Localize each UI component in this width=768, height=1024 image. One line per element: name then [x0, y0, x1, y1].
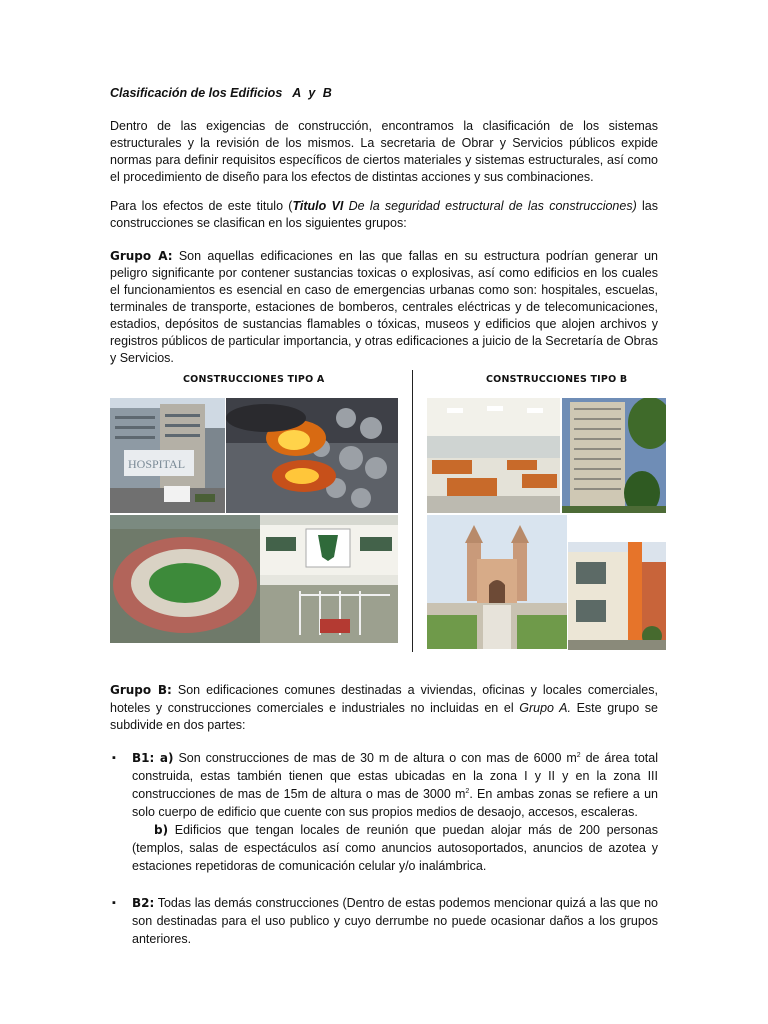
b2-text: Todas las demás construcciones (Dentro de estas podemos mencionar quizá a las que no son destinadas para el uso publico y cuyo derrumbe no puede ocasionar daños a los grupos anteriores.: [132, 896, 658, 946]
hospital-sign-text: HOSPITAL: [128, 457, 186, 471]
title-ab: A y B: [292, 86, 332, 100]
b2-paragraph: [132, 894, 658, 948]
grupo-b-label: Grupo B:: [110, 683, 172, 697]
b1-sup1: 2: [576, 752, 581, 759]
document-title: [110, 86, 658, 100]
titulo-ref: Titulo VI: [292, 199, 344, 213]
b1-label: B1: a): [132, 751, 174, 765]
para2-pre: Para los efectos de este titulo (: [110, 199, 293, 213]
para2-post: las construcciones se clasifican en los siguientes grupos:: [110, 199, 659, 230]
hospital-photo: [110, 398, 225, 513]
document-body: [110, 86, 658, 381]
church-photo: [427, 515, 567, 649]
caption-tipo-a: CONSTRUCCIONES TIPO A: [183, 374, 325, 385]
modern-house-photo: [568, 542, 666, 650]
grupo-b-section: [110, 682, 658, 735]
grupo-b-paragraph: [110, 682, 658, 735]
b1-item: [132, 749, 658, 875]
office-interior-photo: [427, 398, 560, 513]
b1-b-paragraph: [132, 821, 658, 875]
photo-comparison: [110, 370, 666, 652]
b2-item: [132, 894, 658, 948]
title-main: Clasificación de los Edificios: [110, 86, 283, 100]
titulo-name: De la seguridad estructural de las construcciones): [343, 199, 637, 213]
grupo-a-label: Grupo A:: [110, 249, 173, 263]
b1-text1: Son construcciones de mas de 30 m de altura o con mas de 6000 m: [173, 751, 577, 765]
caption-tipo-b: CONSTRUCCIONES TIPO B: [486, 374, 628, 385]
b1-sup2: 2: [465, 788, 470, 795]
intro-paragraph: Dentro de las exigencias de construcción, encontramos la clasificación de los sistemas estructurales y la revisión de los mismos. La secretaria de Obrar y Servicios públicos expide normas para definir requisitos específicos de ciertos materiales y sistemas estructurales, así como el procedimiento de diseño para los efectos de distintas acciones y sus combinaciones.: [110, 119, 658, 184]
b1-bullet: ▪: [112, 752, 116, 764]
grupo-a-reference: Grupo A.: [519, 700, 571, 715]
classification-paragraph: [110, 198, 658, 232]
grupo-b-text1: Son edificaciones comunes destinadas a viviendas, oficinas y locales comerciales, hoteles y construcciones comerciales e industriales no incluidas en el: [110, 683, 658, 715]
grupo-b-text2: Este grupo se subdivide en dos partes:: [110, 700, 659, 732]
stadium-photo: [110, 515, 260, 643]
b1-text2: de área total construida, estas también tienen que estas ubicadas en la zona I y II y en la zona III construcciones de mas de 15m de altura o mas de 3000 m: [132, 751, 658, 801]
b2-label: B2:: [132, 896, 155, 910]
school-photo: [260, 515, 398, 643]
tall-building-photo: [562, 398, 666, 513]
b2-bullet: ▪: [112, 897, 116, 909]
b1-b-text: Edificios que tengan locales de reunión que puedan alojar más de 200 personas (templos, salas de espectáculos así como anuncios autosoportados, anuncios de azotea y estaciones repetidoras de comunicación celular y/o inalámbrica.: [132, 823, 658, 873]
b1-b-label: b): [154, 823, 169, 837]
grupo-a-text: Son aquellas edificaciones en las que fallas en su estructura podrían generar un peligro significante por contener sustancias toxicas o explosivas, así como edificios en los cuales el funcionamientos es esencial en caso de emergencias urbanas como son: hospitales, escuelas, terminales de transporte, estaciones de bomberos, centrales eléctricas y de telecomunicaciones, estadios, depósitos de sustancias flamables o tóxicas, museos y edificios que alojen archivos y registros públicos de particular importancia, y otras edificaciones a juicio de la Secretaría de Obras y Servicios.: [110, 249, 658, 365]
grupo-a-paragraph: [110, 248, 658, 367]
refinery-fire-photo: [226, 398, 398, 513]
divider-line: [412, 370, 413, 652]
b1-a-paragraph: [132, 749, 658, 821]
b1-text3: . En ambas zonas se refiere a un solo cuerpo de edificio que cuente con sus propios medios de desaojo, accesos, escaleras.: [132, 787, 659, 819]
